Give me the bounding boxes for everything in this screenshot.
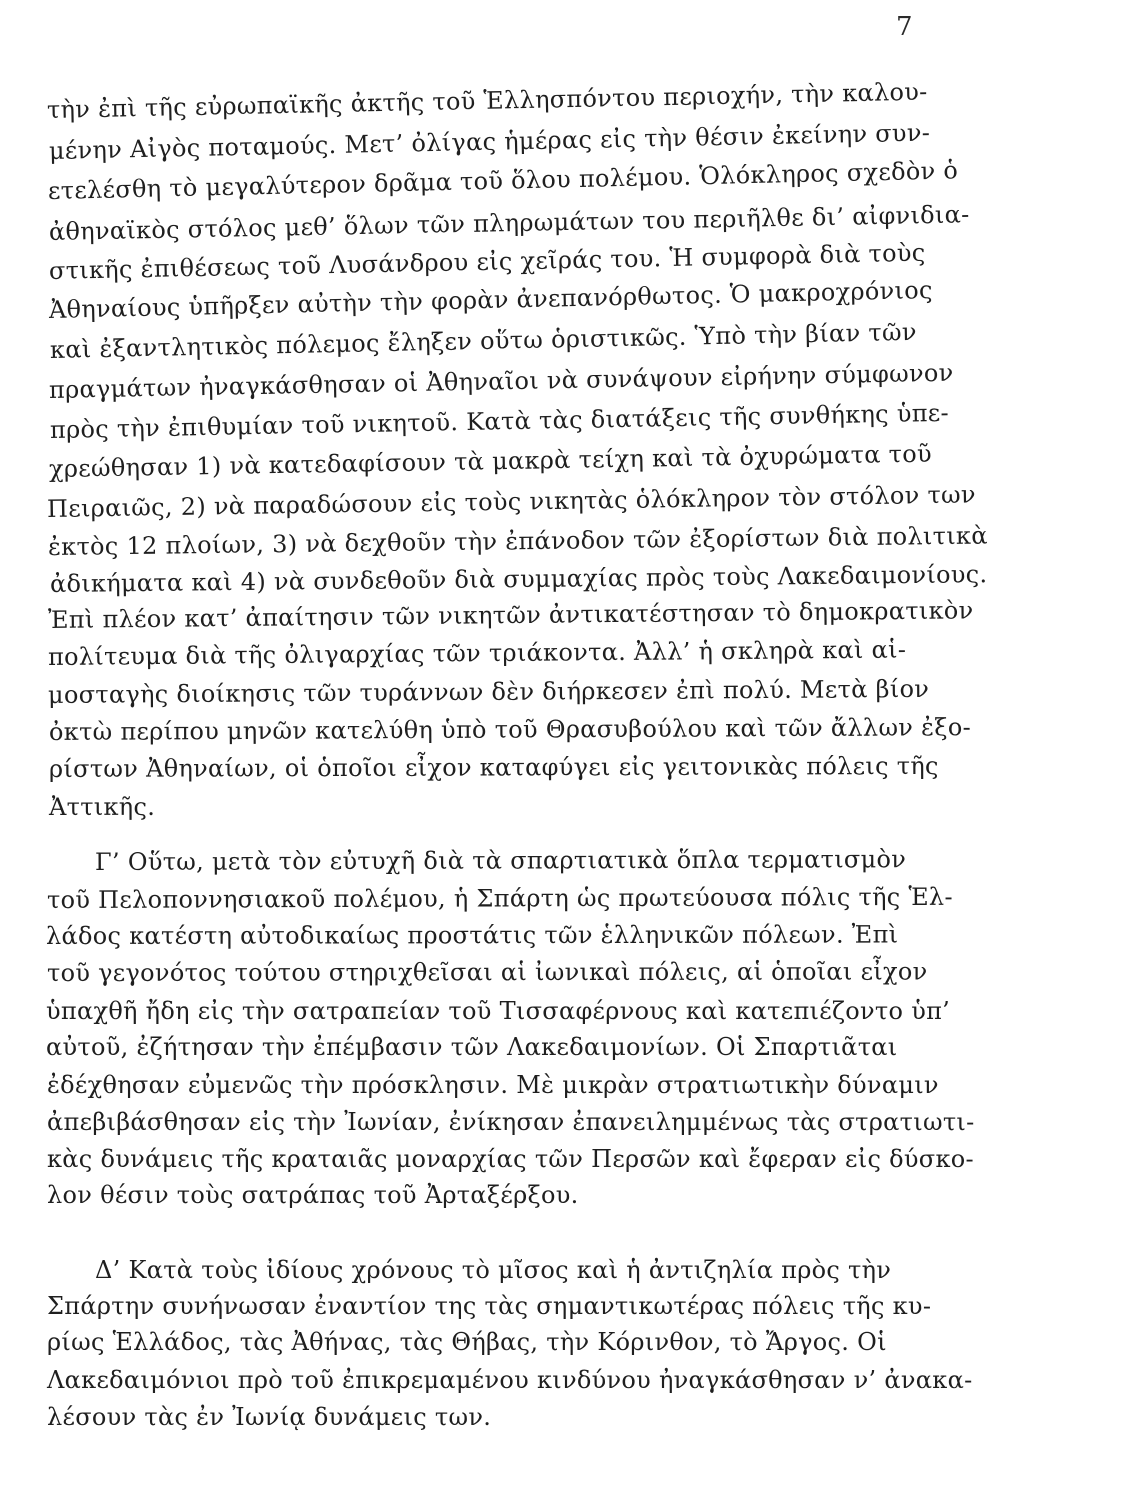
text-line: ἐδέχθησαν εὐμενῶς τὴν πρόσκλησιν. Μὲ μικρὰν στρατιωτικὴν δύναμιν <box>47 1071 939 1099</box>
text-line: κὰς δυνάμεις τῆς κραταιᾶς μοναρχίας τῶν Περσῶν καὶ ἔφεραν εἰς δύσκο- <box>47 1145 974 1173</box>
text-line: λάδος κατέστη αὐτοδικαίως προστάτις τῶν ἑλληνικῶν πόλεων. Ἐπὶ <box>45 920 899 950</box>
text-line: ἐκτὸς 12 πλοίων, 3) νὰ δεχθοῦν τὴν ἐπάνοδον τῶν ἐξορίστων διὰ πολιτικὰ <box>47 521 988 561</box>
text-line: τοῦ γεγονότος τούτου στηριχθεῖσαι αἱ ἰωνικαὶ πόλεις, αἱ ὁποῖαι εἶχον <box>46 957 928 987</box>
text-line: μένην Αἰγὸς ποταμούς. Μετ’ ὀλίγας ἡμέρας εἰς τὴν θέσιν ἐκείνην συν- <box>48 118 931 165</box>
text-line: Λακεδαιμόνιοι πρὸ τοῦ ἐπικρεμαμένου κινδύνου ἠναγκάσθησαν ν’ ἀνακα- <box>47 1366 973 1394</box>
text-line: ἀθηναϊκὸς στόλος μεθ’ ὅλων τῶν πληρωμάτων του περιῆλθε δι’ αἰφνιδια- <box>48 200 970 246</box>
text-line: ρίως Ἑλλάδος, τὰς Ἀθήνας, τὰς Θήβας, τὴν Κόρινθον, τὸ Ἄργος. Οἱ <box>47 1328 887 1356</box>
text-line: στικῆς ἐπιθέσεως τοῦ Λυσάνδρου εἰς χεῖράς του. Ἡ συμφορὰ διὰ τοὺς <box>48 238 926 285</box>
text-line: πραγμάτων ἠναγκάσθησαν οἱ Ἀθηναῖοι νὰ συνάψουν εἰρήνην σύμφωνον <box>48 358 954 404</box>
text-line: καὶ ἐξαντλητικὸς πόλεμος ἔληξεν οὕτω ὁριστικῶς. Ὑπὸ τὴν βίαν τῶν <box>49 317 917 364</box>
text-line: Σπάρτην συνήνωσαν ἐναντίον της τὰς σημαντικωτέρας πόλεις τῆς κυ- <box>47 1292 932 1320</box>
text-line: πρὸς τὴν ἐπιθυμίαν τοῦ νικητοῦ. Κατὰ τὰς διατάξεις τῆς συνθήκης ὑπε- <box>49 398 950 444</box>
page-number: 7 <box>896 12 913 42</box>
text-line: πολίτευμα διὰ τῆς ὀλιγαρχίας τῶν τριάκοντα. Ἀλλ’ ἡ σκληρὰ καὶ αἱ- <box>47 635 907 671</box>
text-line: Ἐπὶ πλέον κατ’ ἀπαίτησιν τῶν νικητῶν ἀντικατέστησαν τὸ δημοκρατικὸν <box>47 596 974 634</box>
text-line: τὴν ἐπὶ τῆς εὐρωπαϊκῆς ἀκτῆς τοῦ Ἑλλησπόντου περιοχήν, τὴν καλου- <box>46 77 928 124</box>
text-line: χρεώθησαν 1) νὰ κατεδαφίσουν τὰ μακρὰ τείχη καὶ τὰ ὀχυρώματα τοῦ <box>48 439 933 483</box>
text-line: ὑπαχθῆ ἤδη εἰς τὴν σατραπείαν τοῦ Τισσαφέρνους καὶ κατεπιέζοντο ὑπ’ <box>46 997 951 1025</box>
text-line: Ἀττικῆς. <box>48 792 156 821</box>
text-line: λον θέσιν τοὺς σατράπας τοῦ Ἀρταξέρξου. <box>47 1181 579 1209</box>
text-line: ὀκτὼ περίπου μηνῶν κατελύθη ὑπὸ τοῦ Θρασυβούλου καὶ τῶν ἄλλων ἐξο- <box>48 713 972 746</box>
text-line: Γ’ Οὕτω, μετὰ τὸν εὐτυχῆ διὰ τὰ σπαρτιατικὰ ὅπλα τερματισμὸν <box>94 845 907 876</box>
text-line: Δ’ Κατὰ τοὺς ἰδίους χρόνους τὸ μῖσος καὶ ἡ ἀντιζηλία πρὸς τὴν <box>95 1256 892 1284</box>
text-line: ρίστων Ἀθηναίων, οἱ ὁποῖοι εἶχον καταφύγει εἰς γειτονικὰς πόλεις τῆς <box>48 751 939 783</box>
text-line: ετελέσθη τὸ μεγαλύτερον δρᾶμα τοῦ ὅλου πολέμου. Ὁλόκληρος σχεδὸν ὁ <box>47 156 959 205</box>
text-line: ἀπεβιβάσθησαν εἰς τὴν Ἰωνίαν, ἐνίκησαν ἐπανειλημμένως τὰς στρατιωτι- <box>47 1108 975 1136</box>
text-line: λέσουν τὰς ἐν Ἰωνίᾳ δυνάμεις των. <box>47 1403 492 1431</box>
text-line: μοσταγὴς διοίκησις τῶν τυράννων δὲν διήρκεσεν ἐπὶ πολύ. Μετὰ βίον <box>47 674 930 709</box>
text-line: Πειραιῶς, 2) νὰ παραδώσουν εἰς τοὺς νικητὰς ὁλόκληρον τὸν στόλον των <box>46 480 977 523</box>
text-line: Ἀθηναίους ὑπῆρξεν αὐτὴν τὴν φορὰν ἀνεπανόρθωτος. Ὁ μακροχρόνιος <box>48 275 933 324</box>
text-line: αὐτοῦ, ἐζήτησαν τὴν ἐπέμβασιν τῶν Λακεδαιμονίων. Οἱ Σπαρτιᾶται <box>46 1033 898 1061</box>
text-line: ἀδικήματα καὶ 4) νὰ συνδεθοῦν διὰ συμμαχίας πρὸς τοὺς Λακεδαιμονίους. <box>49 560 988 598</box>
text-line: τοῦ Πελοποννησιακοῦ πολέμου, ἡ Σπάρτη ὡς πρωτεύουσα πόλις τῆς Ἑλ- <box>46 882 953 914</box>
